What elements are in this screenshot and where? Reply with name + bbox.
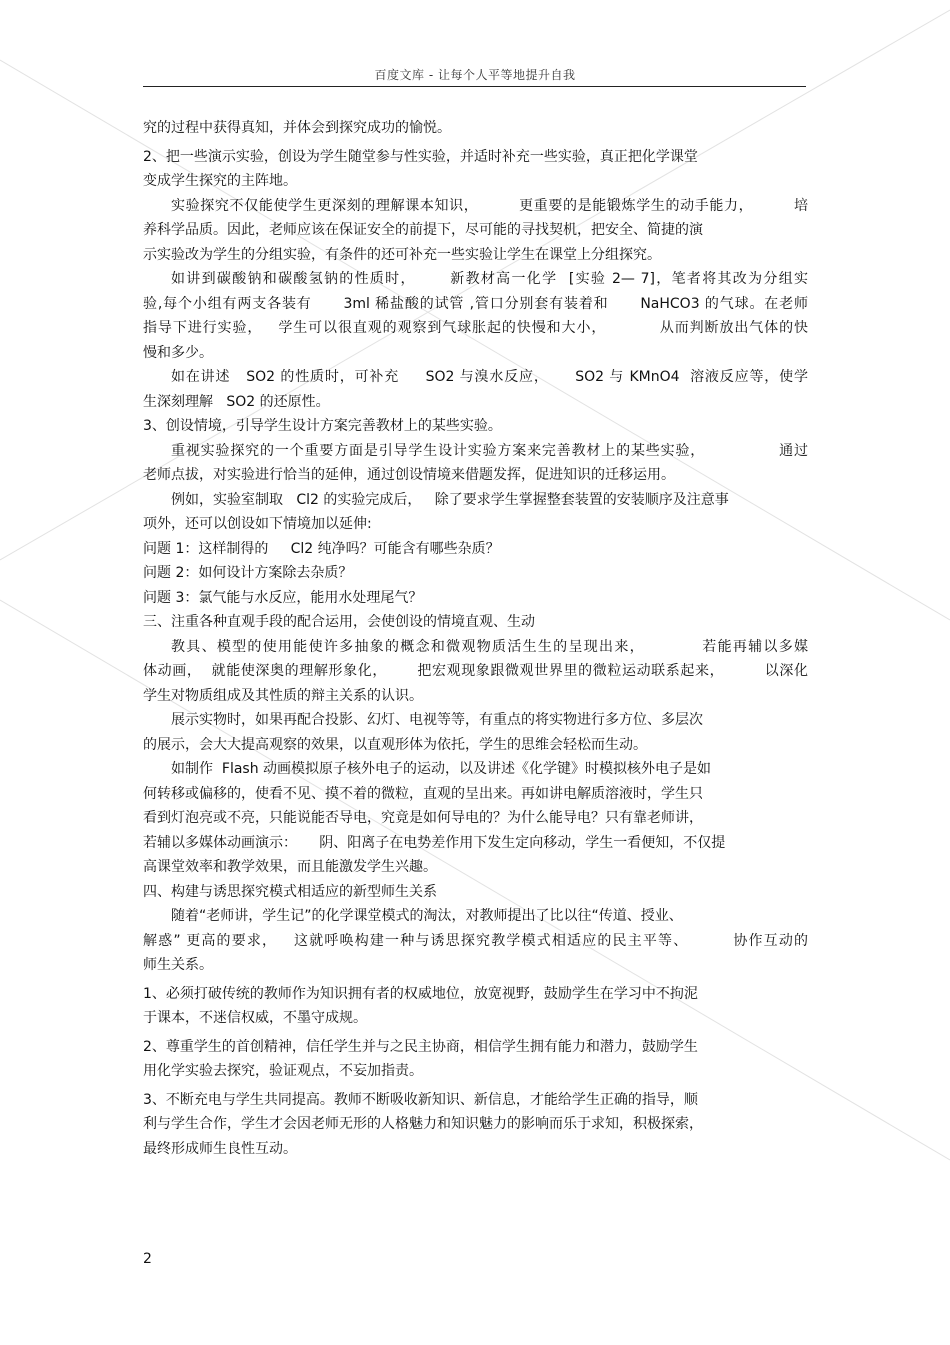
text-line: 究的过程中获得真知，并体会到探究成功的愉悦。 <box>143 120 451 136</box>
page-header: 百度文库 - 让每个人平等地提升自我 <box>374 68 576 82</box>
text-line: 3、创设情境，引导学生设计方案完善教材上的某些实验。 <box>143 418 502 434</box>
text-line: 慢和多少。 <box>143 344 213 361</box>
text-line: 展示实物时，如果再配合投影、幻灯、电视等等，有重点的将实物进行多方位、多层次 <box>171 712 703 728</box>
text-line: 师生关系。 <box>143 957 213 973</box>
text-line: 教具、模型的使用能使许多抽象的概念和微观物质活生生的呈现出来， 若能再辅以多媒 <box>171 638 808 655</box>
text-line: 如讲到碳酸钠和碳酸氢钠的性质时， 新教材高一化学 [实验 2— 7]，笔者将其改为分组实 <box>171 271 808 287</box>
text-line: 重视实验探究的一个重要方面是引导学生设计实验方案来完善教材上的某些实验， 通过 <box>171 442 808 459</box>
text-line: 看到灯泡亮或不亮，只能说能否导电，究竟是如何导电的？为什么能导电？只有靠老师讲， <box>143 810 703 826</box>
text-line: 2、把一些演示实验，创设为学生随堂参与性实验，并适时补充一些实验，真正把化学课堂 <box>143 148 698 165</box>
text-line: 利与学生合作，学生才会因老师无形的人格魅力和知识魅力的影响而乐于求知，积极探索， <box>143 1116 703 1132</box>
document-body <box>143 116 808 1161</box>
text-line: 随着“老师讲，学生记”的化学课堂模式的淘汰，对教师提出了比以往“传道、授业、 <box>171 908 683 924</box>
text-line: 最终形成师生良性互动。 <box>143 1140 297 1157</box>
text-line: 解惑” 更高的要求， 这就呼唤构建一种与诱思探究教学模式相适应的民主平等、 协作互动的 <box>143 932 808 949</box>
text-line: 问题 2：如何设计方案除去杂质？ <box>143 565 353 581</box>
text-line: 3、不断充电与学生共同提高。教师不断吸收新知识、新信息，才能给学生正确的指导，顺 <box>143 1091 698 1108</box>
text-line: 三、注重各种直观手段的配合运用，会使创设的情境直观、生动 <box>143 614 535 630</box>
text-line: 2、尊重学生的首创精神，信任学生并与之民主协商，相信学生拥有能力和潜力，鼓励学生 <box>143 1038 698 1055</box>
text-line: 老师点拔，对实验进行恰当的延伸，通过创设情境来借题发挥，促进知识的迁移运用。 <box>143 467 675 483</box>
text-line: 生深刻理解 SO2 的还原性。 <box>143 393 330 410</box>
text-line: 变成学生探究的主阵地。 <box>143 173 297 189</box>
page-number: 2 <box>143 1251 152 1267</box>
text-line: 养科学品质。因此，老师应该在保证安全的前提下，尽可能的寻找契机，把安全、简捷的演 <box>143 222 703 238</box>
text-line: 例如，实验室制取 Cl2 的实验完成后， 除了要求学生掌握整套装置的安装顺序及注意事 <box>171 491 729 508</box>
text-line: 如在讲述 SO2 的性质时，可补充 SO2 与溴水反应， SO2 与 KMnO4 溶液反应等，使学 <box>171 369 808 385</box>
text-line: 1、必须打破传统的教师作为知识拥有者的权威地位，放宽视野，鼓励学生在学习中不拘泥 <box>143 985 698 1002</box>
text-line: 问题 3：氯气能与水反应，能用水处理尾气？ <box>143 589 423 606</box>
text-line: 的展示，会大大提高观察的效果，以直观形体为依托，学生的思维会轻松而生动。 <box>143 736 647 753</box>
text-line: 于课本，不迷信权威，不墨守成规。 <box>143 1010 367 1026</box>
text-line: 如制作 Flash 动画模拟原子核外电子的运动，以及讲述《化学键》时模拟核外电子是如 <box>171 761 712 777</box>
text-line: 指导下进行实验， 学生可以很直观的观察到气球胀起的快慢和大小， 从而判断放出气体的快 <box>143 320 808 336</box>
text-line: 若辅以多媒体动画演示： 阴、阳离子在电势差作用下发生定向移动，学生一看便知，不仅提 <box>143 834 726 851</box>
text-line: 用化学实验去探究，验证观点，不妄加指责。 <box>143 1063 423 1079</box>
text-line: 验,每个小组有两支各装有 3ml 稀盐酸的试管 ,管口分别套有装着和 NaHCO3 的气球。在老师 <box>143 295 808 312</box>
text-line: 学生对物质组成及其性质的辩主关系的认识。 <box>143 687 423 704</box>
text-line: 示实验改为学生的分组实验，有条件的还可补充一些实验让学生在课堂上分组探究。 <box>143 246 661 263</box>
text-line: 实验探究不仅能使学生更深刻的理解课本知识， 更重要的是能锻炼学生的动手能力， 培 <box>171 197 808 214</box>
text-line: 项外，还可以创设如下情境加以延伸: <box>143 516 372 532</box>
text-line: 高课堂效率和教学效果，而且能激发学生兴趣。 <box>143 859 437 875</box>
text-line: 问题 1：这样制得的 Cl2 纯净吗？可能含有哪些杂质？ <box>143 540 500 557</box>
text-line: 体动画， 就能使深奥的理解形象化， 把宏观现象跟微观世界里的微粒运动联系起来， 以深化 <box>143 663 808 679</box>
text-line: 何转移或偏移的，使看不见、摸不着的微粒，直观的呈出来。再如讲电解质溶液时，学生只 <box>143 785 703 802</box>
text-line: 四、构建与诱思探究模式相适应的新型师生关系 <box>143 883 437 900</box>
header-rule <box>143 86 806 87</box>
